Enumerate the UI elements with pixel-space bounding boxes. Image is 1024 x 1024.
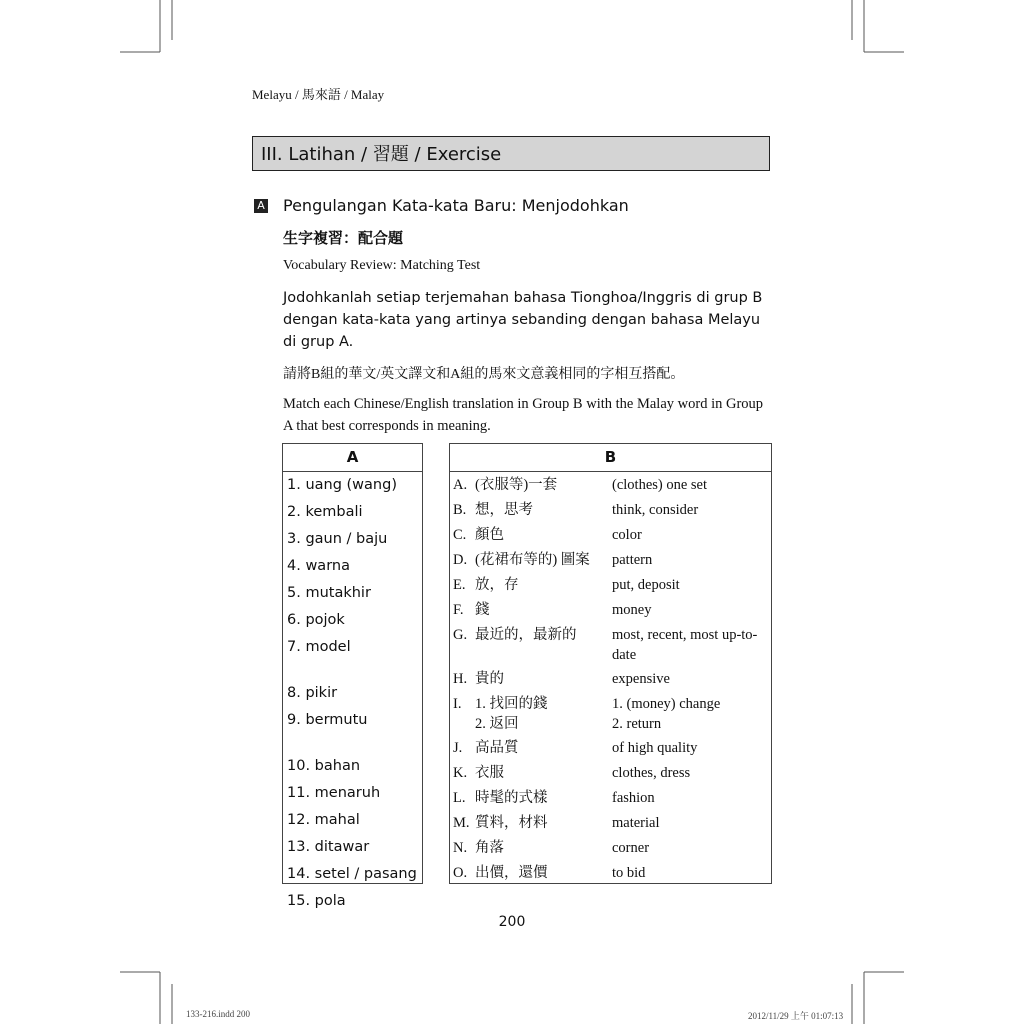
group-a-item: 7. model	[287, 639, 351, 655]
group-b-letter: M.	[453, 815, 470, 831]
instruction-ms: Jodohkanlah setiap terjemahan bahasa Tionghoa/Inggris di grup B dengan kata-kata yang artinya sebanding dengan bahasa Melayu di grup A.	[283, 290, 763, 350]
group-b-chinese: 1. 找回的錢 2. 返回	[475, 696, 548, 732]
group-b-item	[450, 625, 771, 669]
exercise-title-en: Vocabulary Review: Matching Test	[283, 258, 481, 273]
group-a-item: 10. bahan	[287, 758, 361, 774]
footer-file-info: 133-216.indd 200	[186, 1009, 250, 1019]
group-b-chinese: 錢	[475, 602, 490, 618]
group-b-item	[450, 838, 771, 863]
group-b-item	[450, 763, 771, 788]
group-b-chinese: 想，思考	[475, 502, 533, 518]
group-a-item: 2. kembali	[287, 504, 363, 520]
group-a-item: 3. gaun / baju	[287, 531, 388, 547]
group-b-letter: G.	[453, 627, 468, 643]
group-b-letter: I.	[453, 696, 462, 712]
group-b-item	[450, 600, 771, 625]
group-b-chinese: 質料，材料	[475, 815, 548, 831]
group-b-letter: B.	[453, 502, 467, 518]
group-b-english: color	[612, 527, 642, 543]
group-b-english: think, consider	[612, 502, 699, 518]
group-b-item	[450, 525, 771, 550]
page-number: 200	[498, 914, 526, 930]
group-b-chinese: 時髦的式樣	[475, 790, 548, 806]
instruction-zh: 請將B組的華文/英文譯文和A組的馬來文意義相同的字相互搭配。	[283, 367, 685, 382]
group-b-item	[450, 669, 771, 694]
group-a-item: 11. menaruh	[287, 785, 381, 801]
group-b-letter: E.	[453, 577, 466, 593]
exercise-title-ms: Pengulangan Kata-kata Baru: Menjodohkan	[283, 196, 629, 215]
group-b-letter: D.	[453, 552, 468, 568]
group-b-letter: O.	[453, 865, 468, 881]
group-b-chinese: 放，存	[475, 577, 519, 593]
group-b-english: 1. (money) change 2. return	[612, 696, 721, 732]
group-b-item	[450, 575, 771, 600]
exercise-title-zh: 生字複習：配合題	[283, 231, 404, 247]
group-a-item: 4. warna	[287, 558, 350, 574]
exercise-badge: A	[254, 199, 268, 213]
group-b-english: fashion	[612, 790, 655, 806]
group-b-letter: F.	[453, 602, 464, 618]
group-a-item: 12. mahal	[287, 812, 360, 828]
group-b-english: corner	[612, 840, 650, 856]
footer-timestamp: 2012/11/29 上午 01:07:13	[748, 1011, 844, 1021]
section-title	[252, 136, 770, 171]
group-b-english: clothes, dress	[612, 765, 691, 781]
group-b-chinese: 顏色	[475, 527, 504, 543]
group-b-english: most, recent, most up-to-date	[612, 627, 758, 663]
group-b-english: of high quality	[612, 740, 698, 756]
group-b-english: money	[612, 602, 652, 618]
group-b-letter: A.	[453, 477, 468, 493]
group-b-chinese: (衣服等)一套	[475, 477, 558, 493]
group-b-letter: K.	[453, 765, 468, 781]
group-a-item: 13. ditawar	[287, 839, 370, 855]
group-b-item	[450, 500, 771, 525]
group-a-item: 15. pola	[287, 893, 346, 909]
group-b-chinese: 角落	[475, 840, 504, 856]
group-a-item: 5. mutakhir	[287, 585, 371, 601]
group-a-header: A	[283, 444, 422, 472]
group-a-item: 8. pikir	[287, 685, 338, 701]
group-b-chinese: 出價，還價	[475, 865, 548, 881]
group-b-letter: C.	[453, 527, 467, 543]
group-a-item: 9. bermutu	[287, 712, 368, 728]
running-header: Melayu / 馬來語 / Malay	[252, 87, 385, 102]
group-b-item	[450, 475, 771, 500]
group-b-english: to bid	[612, 865, 646, 881]
group-b-english: pattern	[612, 552, 653, 568]
instruction-en: Match each Chinese/English translation in Group B with the Malay word in Group A that best corresponds in meaning.	[283, 396, 764, 434]
group-b-item	[450, 738, 771, 763]
group-a-item: 6. pojok	[287, 612, 345, 628]
group-b-letter: H.	[453, 671, 468, 687]
group-b-item	[450, 550, 771, 575]
group-b-item	[450, 813, 771, 838]
group-b-item	[450, 694, 771, 738]
group-b-english: put, deposit	[612, 577, 680, 593]
group-a-item: 14. setel / pasang	[287, 866, 417, 882]
group-b-letter: J.	[453, 740, 463, 756]
group-b-chinese: 高品質	[475, 740, 519, 756]
group-b-header: B	[450, 444, 771, 472]
section-title-text: III. Latihan / 習題 / Exercise	[261, 144, 502, 165]
group-b-letter: L.	[453, 790, 466, 806]
group-b-english: (clothes) one set	[612, 477, 708, 493]
group-b-table	[449, 443, 772, 884]
group-b-item	[450, 788, 771, 813]
group-b-chinese: 貴的	[475, 671, 504, 687]
group-b-chinese: (花裙布等的) 圖案	[475, 552, 590, 568]
group-b-chinese: 衣服	[475, 765, 504, 781]
group-a-table	[282, 443, 423, 909]
group-b-chinese: 最近的，最新的	[475, 627, 577, 643]
group-b-english: material	[612, 815, 660, 831]
group-b-letter: N.	[453, 840, 468, 856]
group-a-item: 1. uang (wang)	[287, 477, 397, 493]
group-b-item	[450, 863, 771, 888]
group-b-english: expensive	[612, 671, 670, 687]
